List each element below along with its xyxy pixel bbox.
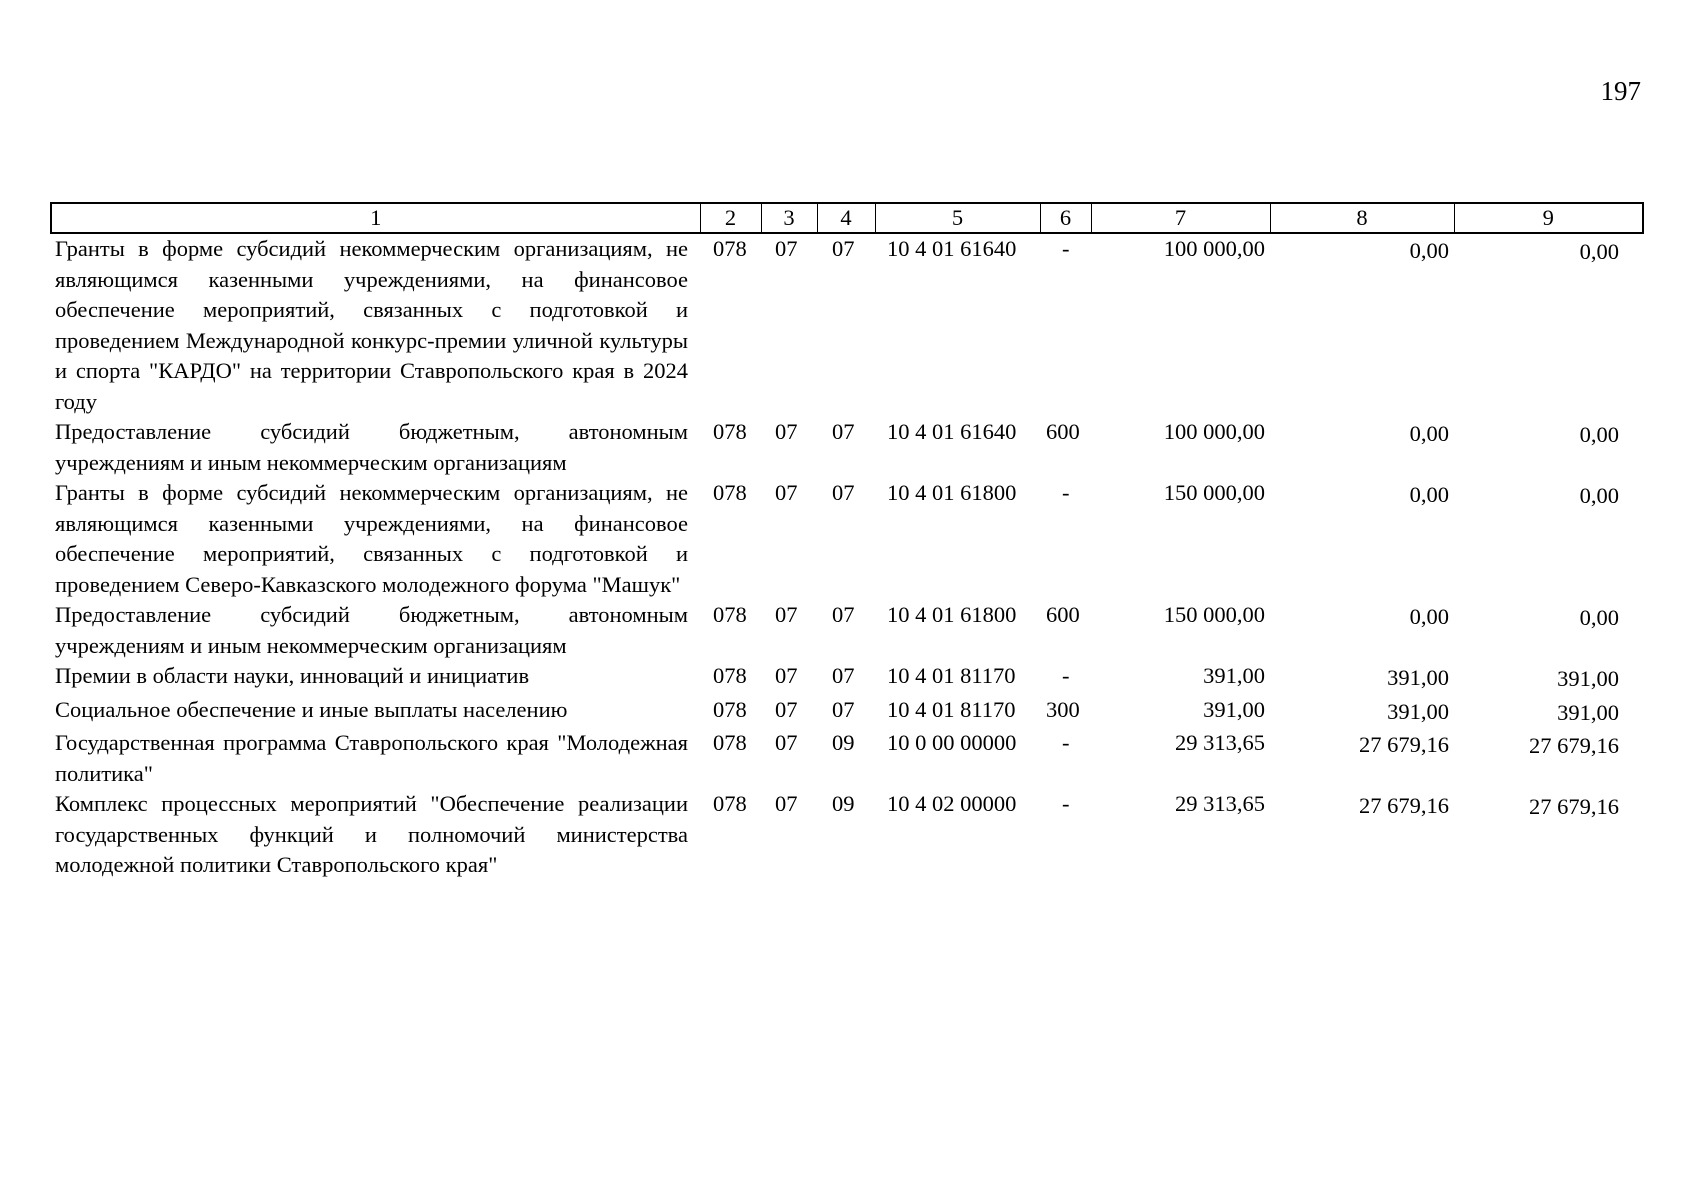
cell-target-article: 10 4 01 81170 — [887, 696, 1016, 722]
cell-admin-code: 078 — [713, 696, 747, 722]
cell-target-article: 10 4 02 00000 — [887, 791, 1017, 816]
column-header: 1 — [51, 203, 700, 233]
cell-subsection: 07 — [832, 602, 855, 627]
cell-target-article: 10 4 01 61640 — [887, 236, 1017, 261]
cell-expense-type: - — [1062, 730, 1070, 755]
cell-admin-code: 078 — [713, 236, 747, 261]
budget-table — [50, 202, 1644, 881]
cell-section: 07 — [775, 236, 798, 261]
cell-amount-col8: 27 679,16 — [1359, 732, 1449, 757]
page-number: 197 — [1600, 76, 1641, 106]
cell-amount-col7: 391,00 — [1203, 663, 1265, 688]
cell-admin-code: 078 — [713, 791, 747, 816]
cell-section: 07 — [775, 730, 798, 755]
table-row — [51, 695, 1643, 729]
cell-admin-code: 078 — [713, 419, 747, 444]
table-header-row — [51, 203, 1643, 233]
cell-subsection: 07 — [832, 663, 855, 688]
cell-target-article: 10 4 01 61800 — [887, 602, 1017, 627]
cell-expense-type: 600 — [1046, 602, 1080, 627]
cell-amount-col9: 0,00 — [1579, 483, 1619, 508]
cell-amount-col9: 0,00 — [1579, 422, 1619, 447]
table-row — [51, 789, 1643, 881]
row-description: Предоставление субсидий бюджетным, автономным учреждениям и иным некоммерческим организациям — [55, 602, 688, 658]
column-header: 7 — [1091, 203, 1270, 233]
cell-amount-col9: 391,00 — [1557, 666, 1619, 691]
cell-section: 07 — [775, 419, 798, 444]
cell-amount-col9: 391,00 — [1557, 699, 1619, 725]
cell-amount-col7: 29 313,65 — [1175, 791, 1265, 816]
cell-subsection: 07 — [832, 480, 855, 505]
column-header: 6 — [1040, 203, 1091, 233]
cell-section: 07 — [775, 663, 798, 688]
cell-amount-col9: 0,00 — [1579, 239, 1619, 264]
cell-amount-col8: 391,00 — [1387, 665, 1449, 690]
cell-amount-col8: 0,00 — [1409, 238, 1449, 263]
cell-admin-code: 078 — [713, 480, 747, 505]
cell-subsection: 07 — [832, 696, 855, 722]
table-row — [51, 478, 1643, 600]
cell-amount-col7: 391,00 — [1203, 696, 1265, 722]
cell-subsection: 07 — [832, 419, 855, 444]
column-header: 4 — [817, 203, 875, 233]
cell-amount-col7: 100 000,00 — [1163, 236, 1265, 261]
column-header: 5 — [875, 203, 1040, 233]
cell-target-article: 10 0 00 00000 — [887, 730, 1017, 755]
cell-expense-type: - — [1062, 480, 1070, 505]
cell-admin-code: 078 — [713, 730, 747, 755]
cell-section: 07 — [775, 480, 798, 505]
cell-expense-type: - — [1062, 791, 1070, 816]
cell-subsection: 09 — [832, 791, 855, 816]
row-description: Социальное обеспечение и иные выплаты населению — [55, 696, 568, 722]
cell-expense-type: - — [1062, 663, 1070, 688]
row-description: Предоставление субсидий бюджетным, автономным учреждениям и иным некоммерческим организациям — [55, 419, 688, 475]
column-header: 3 — [761, 203, 817, 233]
cell-amount-col8: 0,00 — [1409, 421, 1449, 446]
cell-subsection: 09 — [832, 730, 855, 755]
table-row — [51, 233, 1643, 417]
cell-amount-col7: 29 313,65 — [1175, 730, 1265, 755]
cell-amount-col8: 0,00 — [1409, 482, 1449, 507]
cell-section: 07 — [775, 696, 798, 722]
table-row — [51, 661, 1643, 695]
cell-amount-col9: 27 679,16 — [1529, 733, 1619, 758]
cell-target-article: 10 4 01 61800 — [887, 480, 1017, 505]
cell-amount-col7: 100 000,00 — [1163, 419, 1265, 444]
cell-expense-type: 600 — [1046, 419, 1080, 444]
row-description: Гранты в форме субсидий некоммерческим организациям, не являющимся казенными учреждениями, на финансовое обеспечение мероприятий, связанных с подготовкой и проведением Международной конкурс-премии уличной культуры и спорта "КАРДО" на территории Ставропольского края в 2024 году — [55, 236, 688, 414]
cell-amount-col9: 27 679,16 — [1529, 794, 1619, 819]
column-header: 2 — [700, 203, 761, 233]
row-description: Премии в области науки, инноваций и инициатив — [55, 663, 530, 688]
cell-amount-col8: 27 679,16 — [1359, 793, 1449, 818]
cell-target-article: 10 4 01 81170 — [887, 663, 1016, 688]
cell-amount-col8: 0,00 — [1409, 604, 1449, 629]
table-row — [51, 417, 1643, 478]
cell-amount-col9: 0,00 — [1579, 605, 1619, 630]
cell-admin-code: 078 — [713, 663, 747, 688]
cell-amount-col7: 150 000,00 — [1163, 602, 1265, 627]
row-description: Комплекс процессных мероприятий "Обеспечение реализации государственных функций и полномочий министерства молодежной политики Ставропольского края" — [55, 791, 688, 877]
cell-section: 07 — [775, 602, 798, 627]
row-description: Гранты в форме субсидий некоммерческим организациям, не являющимся казенными учреждениями, на финансовое обеспечение мероприятий, связанных с подготовкой и проведением Северо-Кавказского молодежного форума "Машук" — [55, 480, 688, 597]
cell-subsection: 07 — [832, 236, 855, 261]
cell-admin-code: 078 — [713, 602, 747, 627]
column-header: 8 — [1270, 203, 1454, 233]
row-description: Государственная программа Ставропольского края "Молодежная политика" — [55, 730, 688, 786]
table-row — [51, 728, 1643, 789]
cell-expense-type: - — [1062, 236, 1070, 261]
cell-section: 07 — [775, 791, 798, 816]
cell-amount-col8: 391,00 — [1387, 698, 1449, 724]
column-header: 9 — [1454, 203, 1643, 233]
cell-target-article: 10 4 01 61640 — [887, 419, 1017, 444]
cell-expense-type: 300 — [1046, 696, 1080, 722]
cell-amount-col7: 150 000,00 — [1163, 480, 1265, 505]
table-row — [51, 600, 1643, 661]
